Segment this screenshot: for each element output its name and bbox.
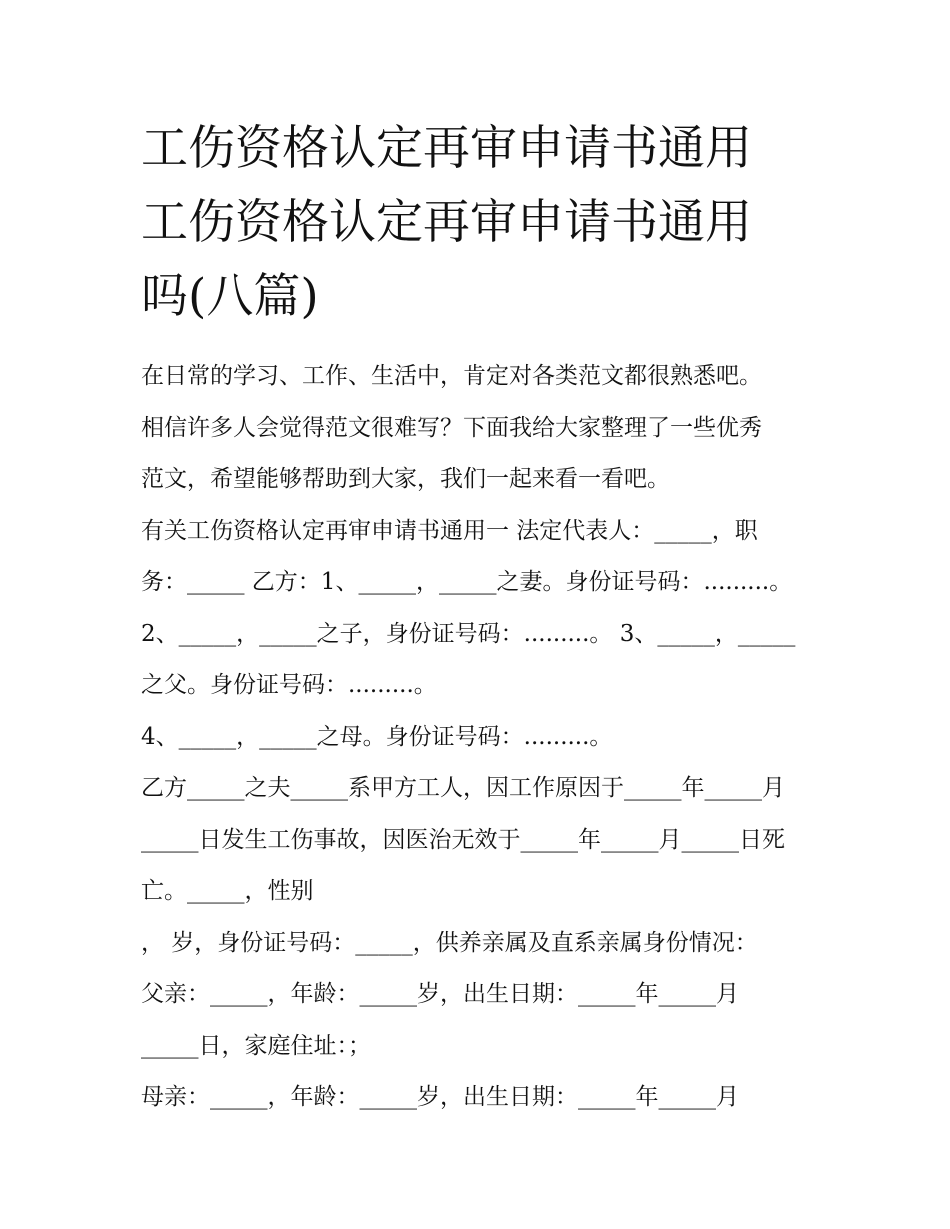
body-line: 4、_____，_____之母。身份证号码：.........。 <box>141 723 613 750</box>
document-body <box>141 351 821 1124</box>
title-line-1: 工伤资格认定再审申请书通用 <box>141 121 752 176</box>
title-line-2: 工伤资格认定再审申请书通用 <box>141 195 752 250</box>
body-line: _____日，家庭住址：； <box>141 1032 371 1059</box>
body-line: 乙方_____之夫_____系甲方工人，因工作原因于_____年_____月 <box>141 775 785 801</box>
body-line: 在日常的学习、工作、生活中，肯定对各类范文都很熟悉吧。 <box>141 363 762 389</box>
body-line: ， 岁，身份证号码：_____，供养亲属及直系亲属身份情况： <box>141 929 758 956</box>
body-line: 相信许多人会觉得范文很难写？下面我给大家整理了一些优秀 <box>141 414 762 441</box>
body-line: 有关工伤资格认定再审申请书通用一 法定代表人：_____，职 <box>141 517 758 544</box>
body-line: 范文，希望能够帮助到大家，我们一起来看一看吧。 <box>141 466 670 492</box>
title-line-3: 吗(八篇) <box>141 269 319 324</box>
body-line: 之父。身份证号码：.........。 <box>141 672 437 698</box>
body-line: 亡。_____，性别 <box>141 878 314 904</box>
body-line: 母亲：_____，年龄：_____岁，出生日期：_____年_____月 <box>141 1084 739 1110</box>
document-title <box>141 112 821 334</box>
body-line: 2、_____，_____之子，身份证号码：.........。 3、_____，_____ <box>141 620 796 647</box>
body-line: 务：_____ 乙方：1、_____，_____之妻。身份证号码：.........。 <box>141 569 793 595</box>
body-line: 父亲：_____，年龄：_____岁，出生日期：_____年_____月 <box>141 981 739 1007</box>
body-line: _____日发生工伤事故，因医治无效于_____年_____月_____日死 <box>141 826 785 853</box>
